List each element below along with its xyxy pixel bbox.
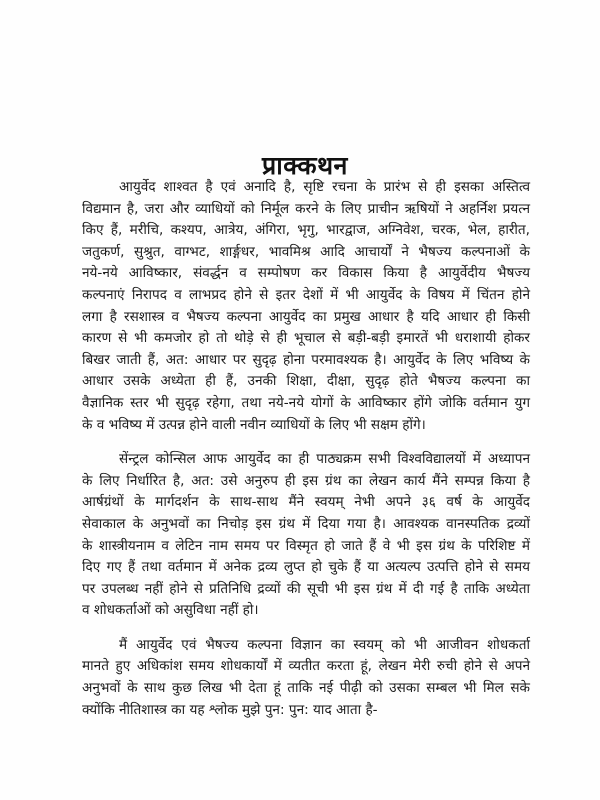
text-line: के शास्त्रीयनाम व लेटिन नाम समय पर विस्मृत हो जाते हैं वे भी इस ग्रंथ के परिशिष्ट में [82, 537, 530, 554]
text-line: विद्यमान है, जरा और व्याधियों को निर्मूल करने के लिए प्राचीन ऋषियों ने अहर्निश प्रयत्न [82, 200, 530, 217]
text-line: सेंन्ट्रल कोन्सिल आफ आयुर्वेद का ही पाठ्यक्रम सभी विश्वविद्यालयों में अध्यापन [119, 451, 530, 468]
text-line: आर्षग्रंथों के मार्गदर्शन के साथ-साथ मैंने स्वयम् नेभी अपने ३६ वर्ष के आयुर्वेद [82, 494, 530, 511]
text-line: मानते हुए अधिकांश समय शोधकार्यों में व्यतीत करता हूं, लेखन मेरी रुची होने से अपने [82, 658, 530, 675]
text-line: जतुकर्ण, सुश्रुत, वाग्भट, शार्ङ्गधर, भावमिश्र आदि आचार्यों ने भैषज्य कल्पनाओं के [82, 243, 530, 260]
text-line: नये-नये आविष्कार, संवर्द्धन व सम्पोषण कर विकास किया है आयुर्वेदीय भैषज्य [82, 265, 530, 282]
text-line: आयुर्वेद शाश्वत है एवं अनादि है, सृष्टि रचना के प्रारंभ से ही इसका अस्तित्व [119, 179, 530, 195]
text-line: कारण से भी कमजोर हो तो थोड़े से ही भूचाल से बड़ी-बड़ी इमारतें भी धराशायी होकर [82, 330, 530, 347]
text-line: किए हैं, मरीचि, कश्यप, आत्रेय, अंगिरा, भृगु, भारद्वाज, अग्निवेश, चरक, भेल, हारीत, [82, 222, 530, 239]
text-line: के व भविष्य में उत्पन्न होने वाली नवीन व्याधियों के लिए भी सक्षम होंगे। [82, 416, 426, 433]
text-line: व शोधकर्ताओं को असुविधा नहीं हो। [82, 602, 259, 619]
text-line: दिए गए हैं तथा वर्तमान में अनेक द्रव्य लुप्त हो चुके हैं या अत्यल्प उत्पत्ति होने से समय [82, 559, 530, 576]
text-line: आधार उसके अध्येता ही हैं, उनकी शिक्षा, दीक्षा, सुदृढ़ होते भैषज्य कल्पना का [82, 373, 530, 390]
text-line: मैं आयुर्वेद एवं भैषज्य कल्पना विज्ञान का स्वयम् को भी आजीवन शोधकर्ता [119, 636, 530, 653]
page-title: प्राक्कथन [262, 150, 348, 180]
paragraph-2 [82, 449, 530, 622]
text-line: सेवाकाल के अनुभवों का निचोड़ इस ग्रंथ में दिया गया है। आवश्यक वानस्पतिक द्रव्यों [82, 515, 530, 532]
text-line: पर उपलब्ध नहीं होने से प्रतिनिधि द्रव्यों की सूची भी इस ग्रंथ में दी गई है ताकि अध्येता [82, 580, 530, 597]
text-line: अनुभवों के साथ कुछ लिख भी देता हूं ताकि नई पीढ़ी को उसका सम्बल भी मिल सके [82, 680, 530, 697]
text-line: बिखर जाती हैं, अत: आधार पर सुदृढ़ होना परमावश्यक है। आयुर्वेद के लिए भविष्य के [82, 351, 530, 368]
paragraph-3 [82, 635, 530, 721]
paragraph-1 [82, 177, 530, 436]
text-line: के लिए निर्धारित है, अत: उसे अनुरुप ही इस ग्रंथ का लेखन कार्य मैंने सम्पन्न किया है [82, 472, 530, 489]
body-text [82, 177, 530, 721]
text-line: कल्पनाएं निरापद व लाभप्रद होने से इतर देशों में भी आयुर्वेद के विषय में चिंतन होने [82, 286, 530, 303]
text-line: वैज्ञानिक स्तर भी सुदृढ़ रहेगा, तथा नये-नये योगों के आविष्कार होंगे जोकि वर्तमान युग [82, 394, 530, 411]
text-line: लगा है रसशास्त्र व भैषज्य कल्पना आयुर्वेद का प्रमुख आधार है यदि आधार ही किसी [82, 308, 530, 325]
text-line: क्योंकि नीतिशास्त्र का यह श्लोक मुझे पुन: पुन: याद आता है- [82, 701, 378, 718]
